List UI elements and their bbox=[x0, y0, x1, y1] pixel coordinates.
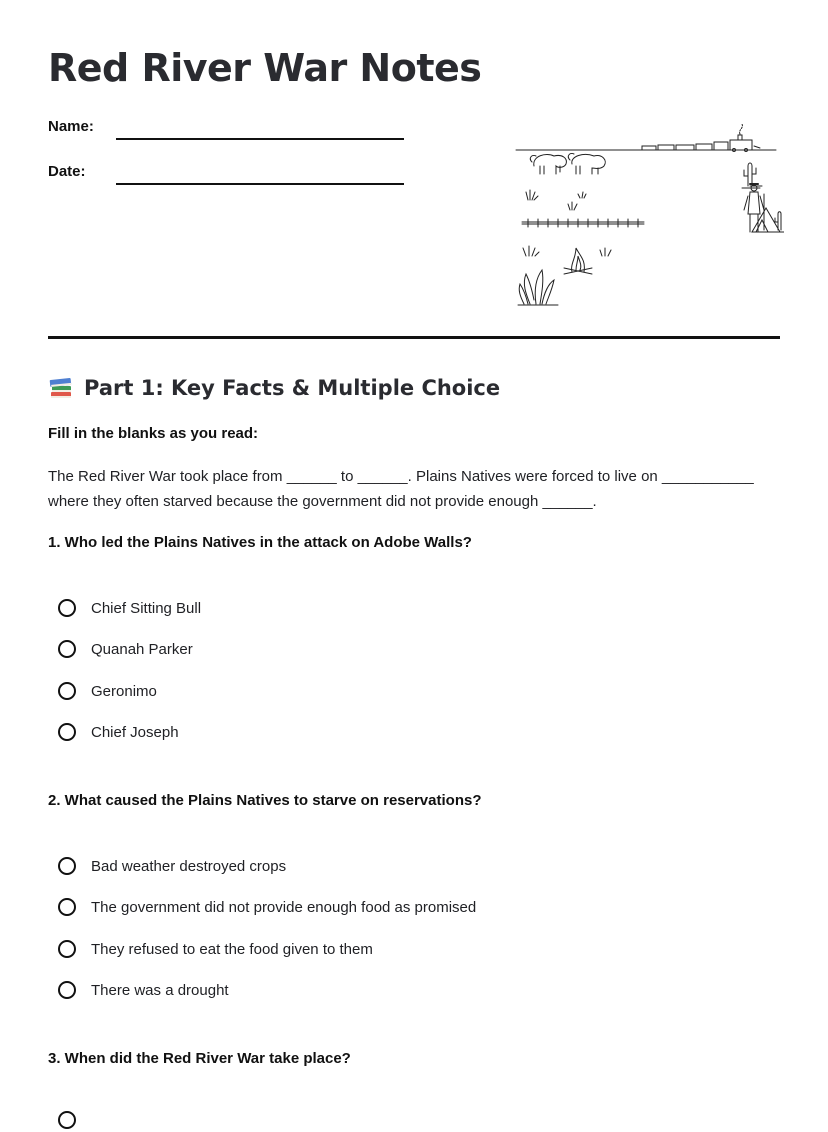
question-1-prompt: 1. Who led the Plains Natives in the attack on Adobe Walls? bbox=[48, 534, 472, 551]
name-input-line[interactable] bbox=[116, 138, 404, 140]
q1-option-1[interactable] bbox=[58, 596, 201, 620]
fill-in-paragraph: The Red River War took place from ______ to ______. Plains Natives were forced to live on ___________ where they often starved because the government did not provide enough ______. bbox=[48, 468, 754, 510]
part1-heading-text: Part 1: Key Facts & Multiple Choice bbox=[84, 376, 501, 400]
q1-option-2[interactable] bbox=[58, 637, 193, 661]
q2-option-1[interactable] bbox=[58, 854, 286, 878]
soldier-icon bbox=[744, 184, 764, 232]
option-label: Quanah Parker bbox=[91, 640, 193, 658]
name-field bbox=[48, 118, 408, 142]
q1-option-3[interactable] bbox=[58, 679, 157, 703]
fill-in-instructions: Fill in the blanks as you read: bbox=[48, 425, 259, 442]
q2-option-3[interactable] bbox=[58, 937, 373, 961]
radio-button[interactable] bbox=[58, 640, 76, 658]
option-label: Geronimo bbox=[91, 682, 157, 700]
option-label: The government did not provide enough food as promised bbox=[91, 898, 477, 916]
radio-button[interactable] bbox=[58, 599, 76, 617]
campfire-icon bbox=[564, 248, 592, 274]
radio-button[interactable] bbox=[58, 940, 76, 958]
radio-button[interactable] bbox=[58, 898, 76, 916]
option-label: Chief Joseph bbox=[91, 723, 179, 741]
option-label: They refused to eat the food given to them bbox=[91, 940, 373, 958]
bison-icon bbox=[530, 153, 605, 174]
books-icon bbox=[48, 375, 74, 401]
radio-button[interactable] bbox=[58, 723, 76, 741]
q2-option-2[interactable] bbox=[58, 895, 476, 919]
option-label: There was a drought bbox=[91, 981, 229, 999]
name-label: Name: bbox=[48, 118, 94, 135]
q2-option-4[interactable] bbox=[58, 978, 229, 1002]
fence-icon bbox=[522, 219, 644, 227]
option-label: Chief Sitting Bull bbox=[91, 599, 202, 617]
date-label: Date: bbox=[48, 163, 86, 180]
small-cactus-icon bbox=[775, 212, 781, 230]
question-3-prompt: 3. When did the Red River War take place? bbox=[48, 1050, 351, 1067]
q1-option-4[interactable] bbox=[58, 720, 179, 744]
train-icon bbox=[642, 124, 760, 152]
q3-option-1[interactable] bbox=[58, 1108, 91, 1132]
radio-button[interactable] bbox=[58, 682, 76, 700]
date-input-line[interactable] bbox=[116, 183, 404, 185]
desert-shrub-icon bbox=[518, 270, 558, 305]
part1-heading bbox=[48, 372, 500, 404]
radio-button[interactable] bbox=[58, 1111, 76, 1129]
option-label: Bad weather destroyed crops bbox=[91, 857, 287, 875]
page-title: Red River War Notes bbox=[48, 46, 482, 90]
question-2-prompt: 2. What caused the Plains Natives to starve on reservations? bbox=[48, 792, 482, 809]
radio-button[interactable] bbox=[58, 857, 76, 875]
radio-button[interactable] bbox=[58, 981, 76, 999]
red-river-war-illustration bbox=[514, 124, 784, 312]
section-divider bbox=[48, 336, 780, 339]
date-field bbox=[48, 163, 408, 187]
